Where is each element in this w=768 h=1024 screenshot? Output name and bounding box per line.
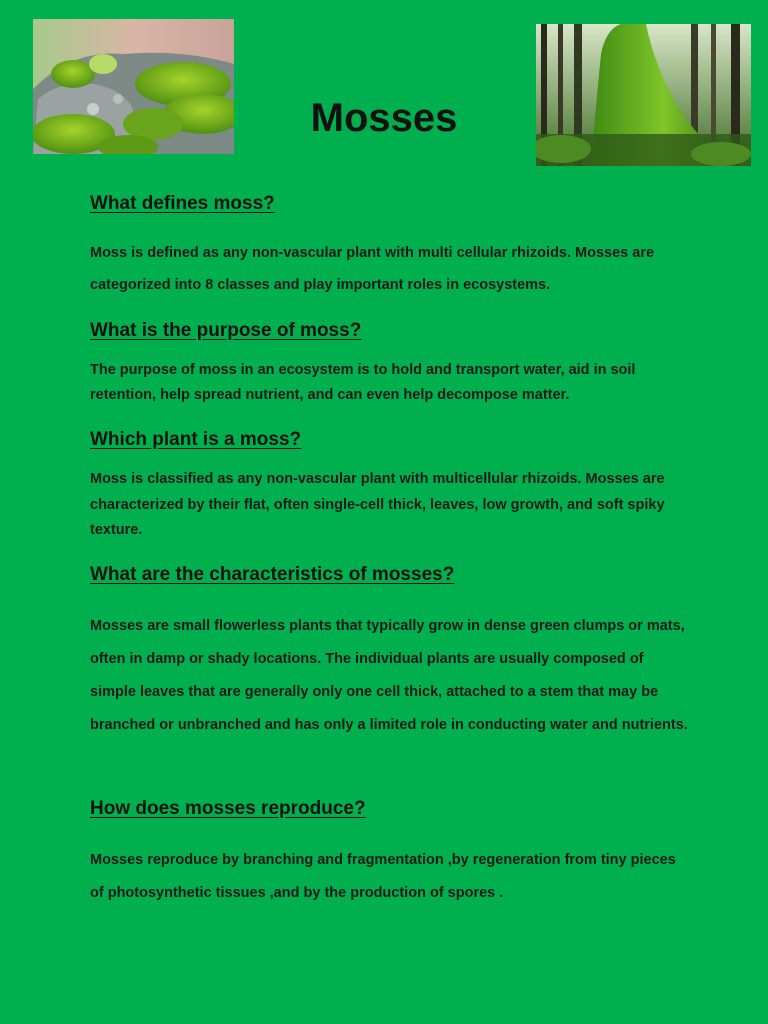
mossy-forest-photo [536,24,751,166]
section-purpose-of-moss [90,320,690,408]
section-characteristics [90,564,690,742]
section-heading: What defines moss? [90,193,275,214]
section-body: The purpose of moss in an ecosystem is to hold and transport water, aid in soil retention, help spread nutrient, and can even help decompose matter. [90,362,636,403]
section-what-defines-moss [90,193,690,301]
section-body: Moss is classified as any non-vascular plant with multicellular rhizoids. Mosses are characterized by their flat, often single-cell thick, leaves, low growth, and soft spiky texture. [90,471,665,538]
page-title [0,96,768,141]
section-body: Moss is defined as any non-vascular plant with multi cellular rhizoids. Mosses are categorized into 8 classes and play important roles in ecosystems. [90,245,655,293]
section-heading: What is the purpose of moss? [90,320,362,341]
section-body: Mosses are small flowerless plants that typically grow in dense green clumps or mats, often in damp or shady locations. The individual plants are usually composed of simple leaves that are generally only one cell thick, attached to a stem that may be branched or unbranched and has only a limited role in conducting water and nutrients. [90,618,688,733]
section-heading: What are the characteristics of mosses? [90,564,455,585]
section-which-plant-is-moss [90,429,690,544]
section-heading: Which plant is a moss? [90,429,302,450]
section-reproduction [90,798,690,910]
mossy-forest-image [536,24,751,166]
section-body: Mosses reproduce by branching and fragmentation ,by regeneration from tiny pieces of photosynthetic tissues ,and by the production of spores . [90,852,676,901]
page-title-text: Mosses [310,96,458,140]
section-heading: How does mosses reproduce? [90,798,366,819]
